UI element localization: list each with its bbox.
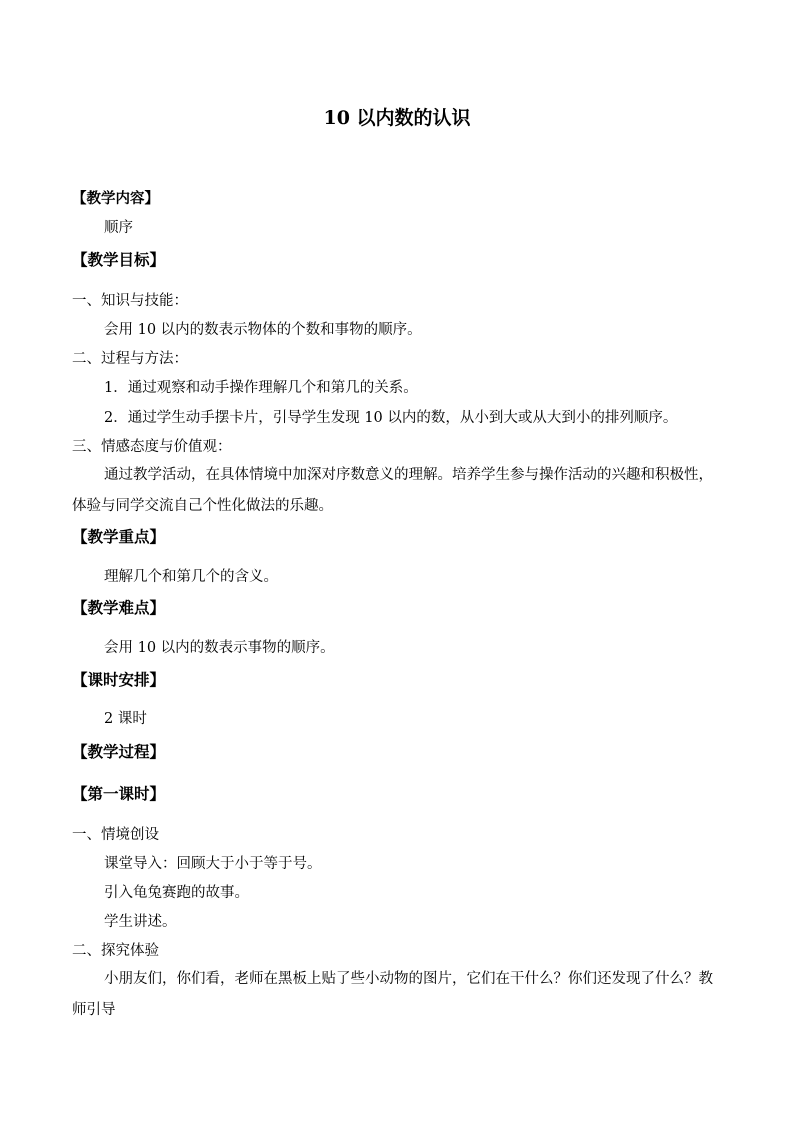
heading-teaching-goals: 【教学目标】 [72, 250, 166, 269]
step1-title: 一、情境创设 [72, 827, 159, 843]
teaching-content-text: 顺序 [104, 220, 133, 236]
document-title: 10 以内数的认识 [323, 107, 471, 129]
goal1-title: 一、知识与技能： [72, 293, 188, 309]
goal3-text [72, 460, 724, 522]
step2-text-content: 小朋友们，你们看，老师在黑板上贴了些小动物的图片，它们在干什么？你们还发现了什么？教师引导 [72, 971, 713, 1018]
step2-text [72, 964, 724, 1026]
schedule-text: 2 课时 [104, 711, 147, 727]
step1-line2: 引入龟兔赛跑的故事。 [104, 885, 249, 901]
goal1-text: 会用 10 以内的数表示物体的个数和事物的顺序。 [104, 322, 422, 338]
step1-line3: 学生讲述。 [104, 914, 177, 930]
difficulties-text: 会用 10 以内的数表示事物的顺序。 [104, 640, 335, 656]
step2-title: 二、探究体验 [72, 943, 159, 959]
step1-line1: 课堂导入：回顾大于小于等于号。 [104, 856, 322, 872]
heading-schedule: 【课时安排】 [72, 670, 166, 689]
heading-key-points: 【教学重点】 [72, 527, 166, 546]
goal3-text-content: 通过教学活动，在具体情境中加深对序数意义的理解。培养学生参与操作活动的兴趣和积极性，体验与同学交流自己个性化做法的乐趣。 [72, 467, 713, 514]
heading-teaching-process: 【教学过程】 [72, 742, 166, 761]
heading-teaching-content: 【教学内容】 [72, 190, 159, 207]
goal2-item1: 1．通过观察和动手操作理解几个和第几的关系。 [104, 380, 418, 396]
heading-difficulties: 【教学难点】 [72, 598, 166, 617]
heading-lesson-1: 【第一课时】 [72, 784, 166, 803]
key-points-text: 理解几个和第几个的含义。 [104, 569, 278, 585]
goal2-title: 二、过程与方法： [72, 351, 188, 367]
goal3-title: 三、情感态度与价值观： [72, 439, 232, 455]
goal2-item2: 2．通过学生动手摆卡片，引导学生发现 10 以内的数，从小到大或从大到小的排列顺序。 [104, 410, 678, 426]
